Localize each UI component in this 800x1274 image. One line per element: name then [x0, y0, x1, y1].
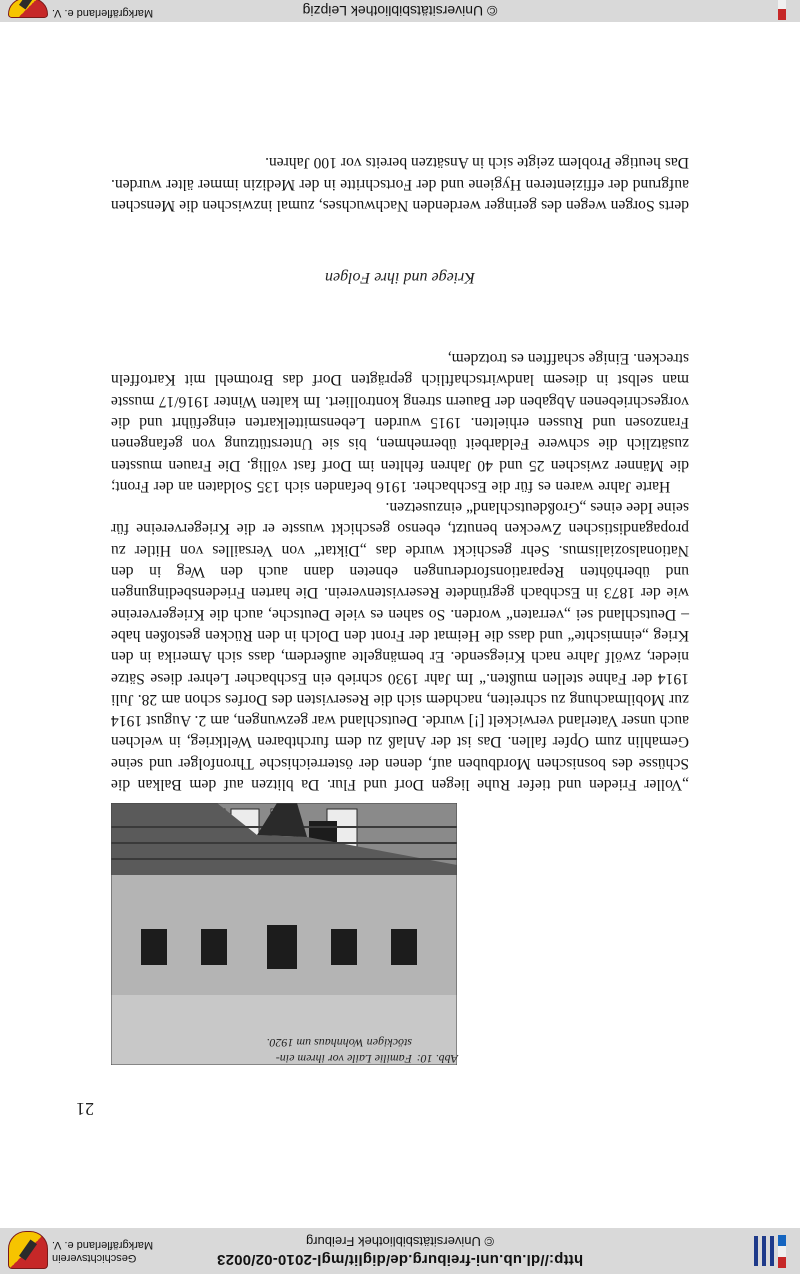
footer-org: Markgräflerland e. V. — [52, 7, 154, 19]
body-text — [111, 348, 689, 795]
viewer-footer-bar — [0, 0, 800, 22]
intro-paragraph: derts Sorgen wegen des geringer werdenden Nachwuchses, zumal inzwischen die Menschen aufgrund der effizienteren Hygiene und der Fortschritte in der Medizin immer älter wurden. Das heutige Problem zeigte sich in Ansätzen bereits vor 100 Jahren. — [111, 154, 689, 214]
figure-caption — [158, 1035, 458, 1067]
paragraph-2: Harte Jahre waren es für die Eschbacher. 1916 befanden sich 135 Soldaten an der Front; die Männer zwischen 25 und 40 Jahren fehlten im Dorf fast völlig. Die Frauen mussten zusätzlich die schwere Feldarbeit übernehmen, bis sie Unterstützung von gefangenen Franzosen und Russen erhielten. 1915 wurden Lebensmittelkarten eingeführt und die vorgeschriebenen Abgaben der Bauern streng kontrolliert. Im kalten Winter 1916/17 musste man selbst in diesem landwirtschaftlich geprägten Dorf das Brotmehl mit Kartoffeln strecken. Einige schafften es trotzdem, — [111, 350, 689, 495]
caption-text-1: Familie Laile vor ihrem ein- — [275, 1052, 412, 1066]
viewer-header-bar — [0, 1228, 800, 1274]
ub-freiburg-logo-icon — [778, 1234, 786, 1268]
organization-name — [52, 1238, 212, 1264]
footer-logo-icon — [778, 0, 786, 20]
page-number: 21 — [76, 1099, 94, 1119]
figure-label: Abb. 10: — [416, 1052, 458, 1066]
figure-photo — [111, 803, 457, 1065]
caption-line-1 — [158, 1051, 458, 1067]
coat-of-arms-icon — [8, 1231, 48, 1269]
historic-photo-house-family — [111, 803, 457, 1065]
footer-crest-icon — [8, 0, 48, 18]
document-url[interactable]: http://dl.ub.uni-freiburg.de/diglit/mgl-2010-02/0023 — [216, 1251, 584, 1268]
paragraph-1: „Voller Frieden und tiefer Ruhe liegen Dorf und Flur. Da blitzen auf dem Balkan die Schüsse des bosnischen Mordbuben auf, denen der österreichische Thronfolger und seine Gemahlin zum Opfer fallen. Das ist der Anlaß zu dem furchtbaren Weltkrieg, in welchen auch unser Vaterland verwickelt [!] wurde. Deutschland war gezwungen, am 2. August 1914 zur Mobilmachung zu schreiten, nachdem sich die Reservisten des Dorfes schon am 28. Juli 1914 der Fahne stellen mußten.“ Im Jahr 1930 schrieb ein Eschbacher Lehrer diese Sätze nieder, zwölf Jahre nach Kriegsende. Er bemängelte außerdem, dass sich Amerika in den Krieg „einmischte“ und dass die Heimat der Front den Dolch in den Rücken gestoßen habe – Deutschland sei „verraten“ worden. So sahen es viele Deutsche, auch die Kriegervereine wie der 1873 in Eschbach gegründete Reservistenverein. Die harten Friedensbedingungen und überhöhten Reparationsforderungen ebneten dann auch den Weg in den Nationalsozialismus. Sehr geschickt wurde das „Diktat“ von Versailles von Hitler zu propagandistischen Zwecken benutzt, ebenso geschickt wusste er die Kriegervereine für seine Idee eines „Großdeutschland“ einzusetzen. — [111, 499, 689, 793]
copyright-notice: © Universitätsbibliothek Freiburg — [305, 1234, 495, 1249]
logo-bars-icon — [754, 1236, 774, 1266]
org-line-2: Markgräflerland e. V. — [52, 1239, 154, 1251]
section-heading: Kriege und ihre Folgen — [324, 269, 476, 286]
org-line-1: Geschichtsverein — [52, 1252, 137, 1264]
intro-text — [111, 152, 689, 216]
footer-text: © Universitätsbibliothek Leipzig — [302, 3, 498, 19]
caption-text-2: stöckigen Wohnhaus um 1920. — [266, 1036, 412, 1050]
